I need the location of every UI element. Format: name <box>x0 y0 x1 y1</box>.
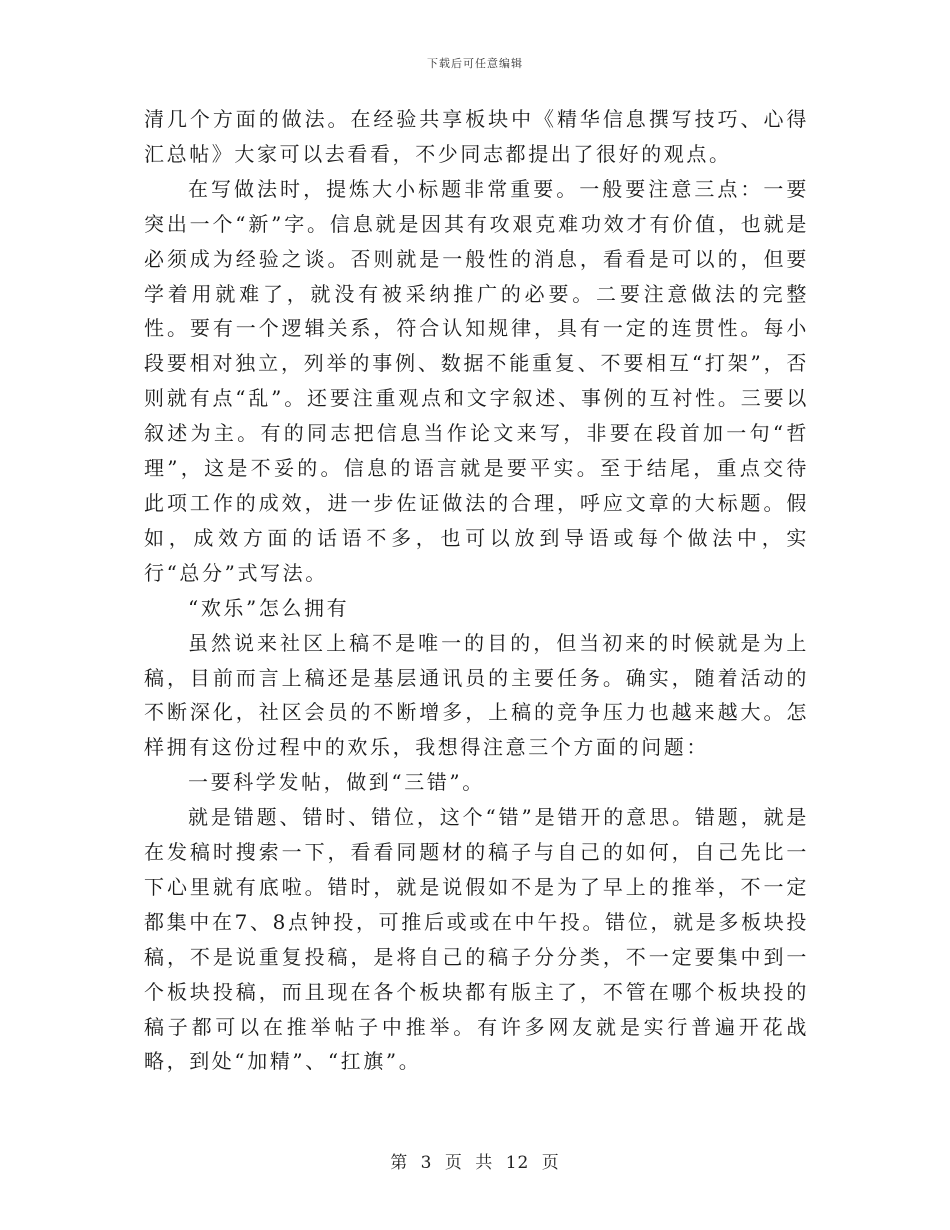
paragraph-writing-methods: 在写做法时，提炼大小标题非常重要。一般要注意三点：一要突出一个“新”字。信息就是因其有攻艰克难功效才有价值，也就是必须成为经验之谈。否则就是一般性的消息，看看是可以的，但要学着用就难了，就没有被采纳推广的必要。二要注意做法的完整性。要有一个逻辑关系，符合认知规律，具有一定的连贯性。每小段要相对独立，列举的事例、数据不能重复、不要相互“打架”，否则就有点“乱”。还要注重观点和文字叙述、事例的互衬性。三要以叙述为主。有的同志把信息当作论文来写，非要在段首加一句“哲理”，这是不妥的。信息的语言就是要平实。至于结尾，重点交待此项工作的成效，进一步佐证做法的合理，呼应文章的大标题。假如，成效方面的话语不多，也可以放到导语或每个做法中，实行“总分”式写法。 <box>144 176 809 585</box>
paragraph-staggers-detail: 就是错题、错时、错位，这个“错”是错开的意思。错题，就是在发稿时搜索一下，看看同题材的稿子与自己的如何，自己先比一下心里就有底啦。错时，就是说假如不是为了早上的推举，不一定都集中在7、8点钟投，可推后或或在中午投。错位，就是多板块投稿，不是说重复投稿，是将自己的稿子分分类，不一定要集中到一个板块投稿，而且现在各个板块都有版主了，不管在哪个板块投的稿子都可以在推举帖子中推举。有许多网友就是实行普遍开花战略，到处“加精”、“扛旗”。 <box>144 805 809 1074</box>
paragraph-continuation: 清几个方面的做法。在经验共享板块中《精华信息撰写技巧、心得汇总帖》大家可以去看看，不少同志都提出了很好的观点。 <box>144 107 809 166</box>
paragraph-intro-joy: 虽然说来社区上稿不是唯一的目的，但当初来的时候就是为上稿，目前而言上稿还是基层通讯员的主要任务。确实，随着活动的不断深化，社区会员的不断增多，上稿的竞争压力也越来越大。怎样拥有这份过程中的欢乐，我想得注意三个方面的问题： <box>144 630 809 760</box>
page-number-footer: 第 3 页 共 12 页 <box>390 1153 560 1173</box>
subheading-three-staggers: 一要科学发帖，做到“三错”。 <box>188 770 485 795</box>
page-header: 下载后可任意编辑 <box>427 57 523 70</box>
document-body <box>144 102 809 1079</box>
section-heading-joy: “欢乐”怎么拥有 <box>188 595 350 620</box>
